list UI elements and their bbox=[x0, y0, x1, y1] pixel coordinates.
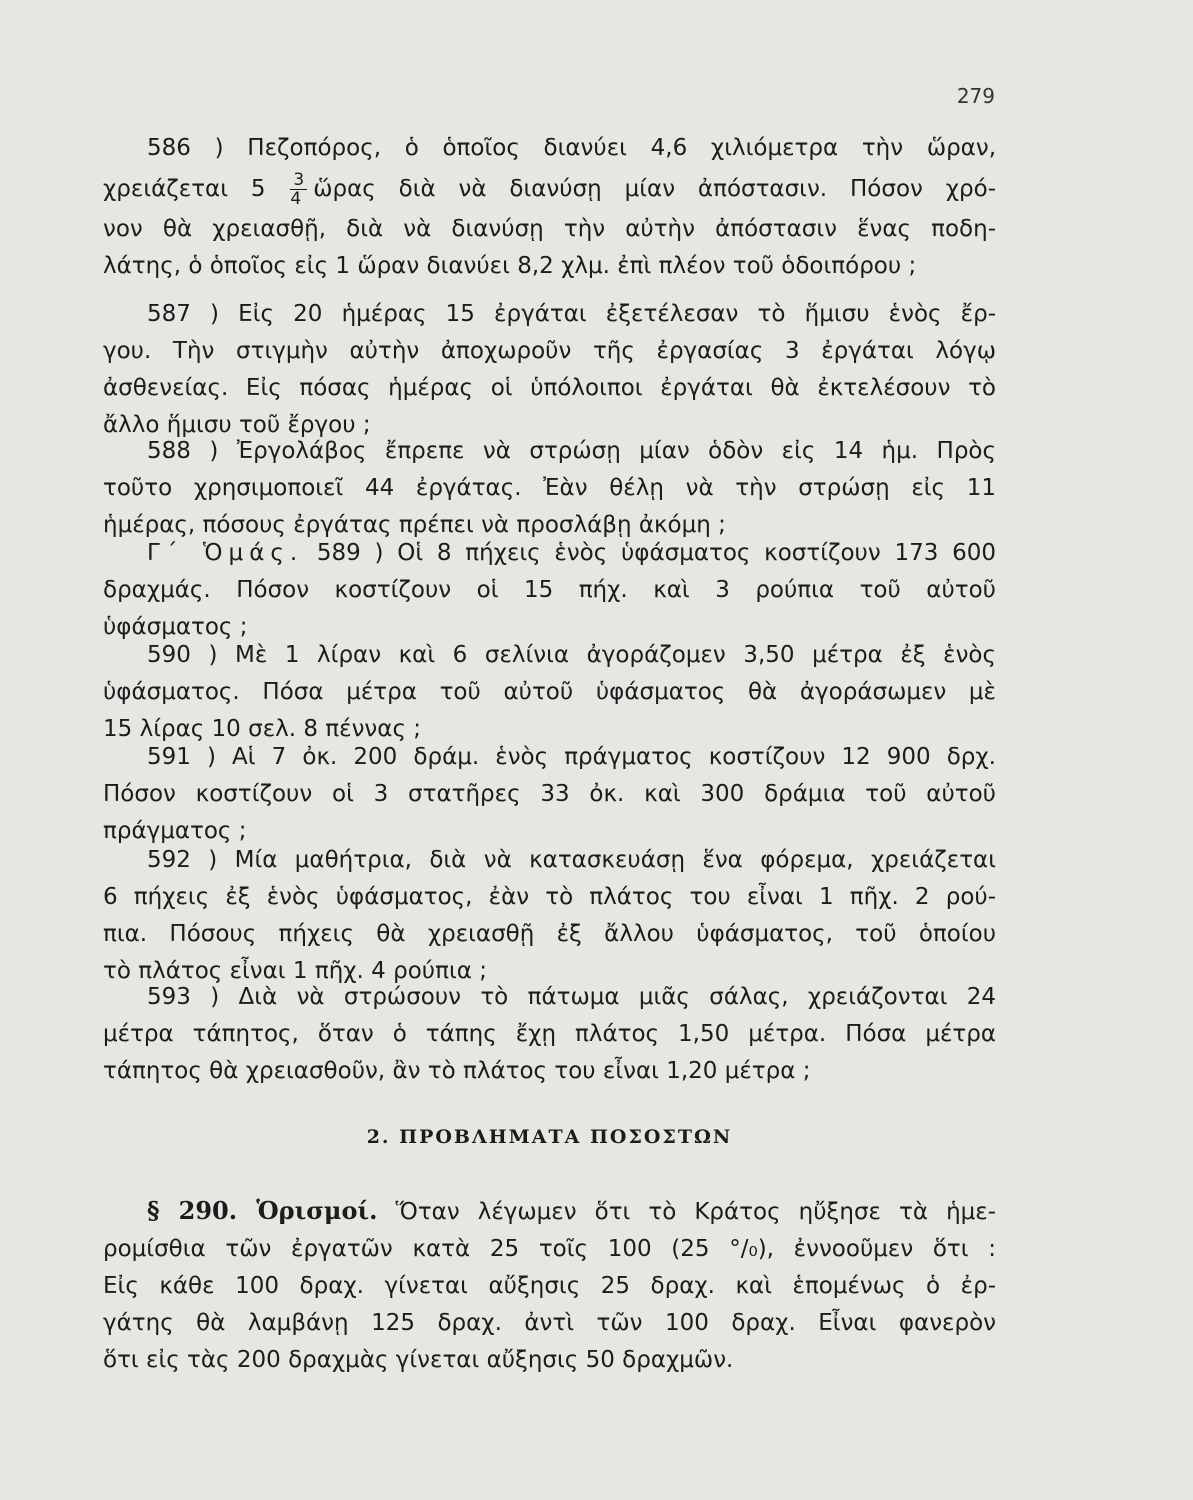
problem-588 bbox=[103, 433, 996, 544]
text-line: γάτης θὰ λαμβάνῃ 125 δραχ. ἀντὶ τῶν 100 δραχ. Εἶναι φανερὸν bbox=[103, 1310, 996, 1336]
text-line: πράγματος ; bbox=[103, 818, 247, 844]
text-line: ρομίσθια τῶν ἐργατῶν κατὰ 25 τοῖς 100 (25 °/₀), ἐννοοῦμεν ὅτι : bbox=[103, 1236, 996, 1262]
text-line: Πόσον κοστίζουν οἱ 3 στατῆρες 33 ὀκ. καὶ 300 δράμια τοῦ αὐτοῦ bbox=[103, 781, 996, 807]
text-line: 15 λίρας 10 σελ. 8 πέννας ; bbox=[103, 716, 422, 742]
text-line: Εἰς κάθε 100 δραχ. γίνεται αὔξησις 25 δραχ. καὶ ἑπομένως ὁ ἐρ- bbox=[103, 1273, 996, 1299]
problem-590 bbox=[103, 637, 996, 748]
fraction-numerator: 3 bbox=[290, 171, 307, 190]
text-line: τὸ πλάτος εἶναι 1 πῆχ. 4 ρούπια ; bbox=[103, 958, 487, 984]
text-line: 592 ) Μία μαθήτρια, διὰ νὰ κατασκευάσῃ ἕνα φόρεμα, χρειάζεται bbox=[147, 847, 996, 873]
text-line: 587 ) Εἰς 20 ἡμέρας 15 ἐργάται ἐξετέλεσαν τὸ ἥμισυ ἑνὸς ἔρ- bbox=[147, 301, 996, 327]
text-line: δραχμάς. Πόσον κοστίζουν οἱ 15 πήχ. καὶ 3 ρούπια τοῦ αὐτοῦ bbox=[103, 577, 996, 603]
text-line: ὅτι εἰς τὰς 200 δραχμὰς γίνεται αὔξησις 50 δραχμῶν. bbox=[103, 1347, 734, 1373]
problem-593 bbox=[103, 979, 996, 1090]
text-line: 591 ) Αἱ 7 ὀκ. 200 δράμ. ἑνὸς πράγματος κοστίζουν 12 900 δρχ. bbox=[147, 744, 996, 770]
section-heading: 2. ΠΡΟΒΛΗΜΑΤΑ ΠΟΣΟΣΤΩΝ bbox=[366, 1126, 733, 1148]
fraction bbox=[290, 171, 307, 208]
text-line: γου. Τὴν στιγμὴν αὐτὴν ἀποχωροῦν τῆς ἐργασίας 3 ἐργάται λόγῳ bbox=[103, 338, 996, 364]
text-line: 590 ) Μὲ 1 λίραν καὶ 6 σελίνια ἀγοράζομεν 3,50 μέτρα ἐξ ἑνὸς bbox=[147, 642, 996, 668]
text-line: πια. Πόσους πήχεις θὰ χρειασθῇ ἐξ ἄλλου ὑφάσματος, τοῦ ὁποίου bbox=[103, 921, 996, 947]
page-number: 279 bbox=[956, 84, 995, 108]
text-line: τάπητος θὰ χρειασθοῦν, ἂν τὸ πλάτος του εἶναι 1,20 μέτρα ; bbox=[103, 1058, 811, 1084]
text-line: 6 πήχεις ἐξ ἑνὸς ὑφάσματος, ἐὰν τὸ πλάτος του εἶναι 1 πῆχ. 2 ρού- bbox=[103, 884, 996, 910]
text-line: ἀσθενείας. Εἰς πόσας ἡμέρας οἱ ὑπόλοιποι ἐργάται θὰ ἐκτελέσουν τὸ bbox=[103, 375, 996, 401]
group-label: Γ΄ Ὁμάς. bbox=[147, 540, 304, 566]
problem-589 bbox=[103, 535, 996, 646]
text-line: τοῦτο χρησιμοποιεῖ 44 ἐργάτας. Ἐὰν θέλῃ νὰ τὴν στρώσῃ εἰς 11 bbox=[103, 475, 996, 501]
problem-592 bbox=[103, 842, 996, 990]
problem-587 bbox=[103, 296, 996, 444]
text-line: νον θὰ χρειασθῇ, διὰ νὰ διανύσῃ τὴν αὐτὴν ἀπόστασιν ἕνας ποδη- bbox=[103, 216, 996, 242]
text-line: 589 ) Οἱ 8 πήχεις ἑνὸς ὑφάσματος κοστίζουν 173 600 bbox=[316, 540, 996, 566]
text-line: Ὅταν λέγωμεν ὅτι τὸ Κράτος ηὔξησε τὰ ἡμε- bbox=[395, 1199, 997, 1225]
text-line: ὑφάσματος ; bbox=[103, 614, 248, 640]
problem-591 bbox=[103, 739, 996, 850]
text-line: λάτης, ὁ ὁποῖος εἰς 1 ὥραν διανύει 8,2 χλμ. ἐπὶ πλέον τοῦ ὁδοιπόρου ; bbox=[103, 253, 917, 279]
text-line: ἡμέρας, πόσους ἐργάτας πρέπει νὰ προσλάβῃ ἀκόμη ; bbox=[103, 512, 726, 538]
definitions-paragraph bbox=[103, 1192, 996, 1379]
text-line: 588 ) Ἐργολάβος ἔπρεπε νὰ στρώσῃ μίαν ὁδὸν εἰς 14 ἡμ. Πρὸς bbox=[147, 438, 996, 464]
text-line: ἄλλο ἥμισυ τοῦ ἔργου ; bbox=[103, 412, 371, 438]
text-line: χρειάζεται 5 bbox=[103, 176, 266, 202]
text-line: μέτρα τάπητος, ὅταν ὁ τάπης ἔχῃ πλάτος 1,50 μέτρα. Πόσα μέτρα bbox=[103, 1021, 996, 1047]
text-line: ὑφάσματος. Πόσα μέτρα τοῦ αὐτοῦ ὑφάσματος θὰ ἀγοράσωμεν μὲ bbox=[103, 679, 996, 705]
text-line: 586 ) Πεζοπόρος, ὁ ὁποῖος διανύει 4,6 χιλιόμετρα τὴν ὥραν, bbox=[147, 135, 996, 161]
text-line: ὥρας διὰ νὰ διανύσῃ μίαν ἀπόστασιν. Πόσον χρό- bbox=[313, 176, 996, 202]
problem-586 bbox=[103, 130, 996, 285]
paragraph-label: § 290. Ὁρισμοί. bbox=[147, 1196, 378, 1225]
text-line: 593 ) Διὰ νὰ στρώσουν τὸ πάτωμα μιᾶς σάλας, χρειάζονται 24 bbox=[147, 984, 996, 1010]
fraction-denominator: 4 bbox=[290, 189, 302, 209]
